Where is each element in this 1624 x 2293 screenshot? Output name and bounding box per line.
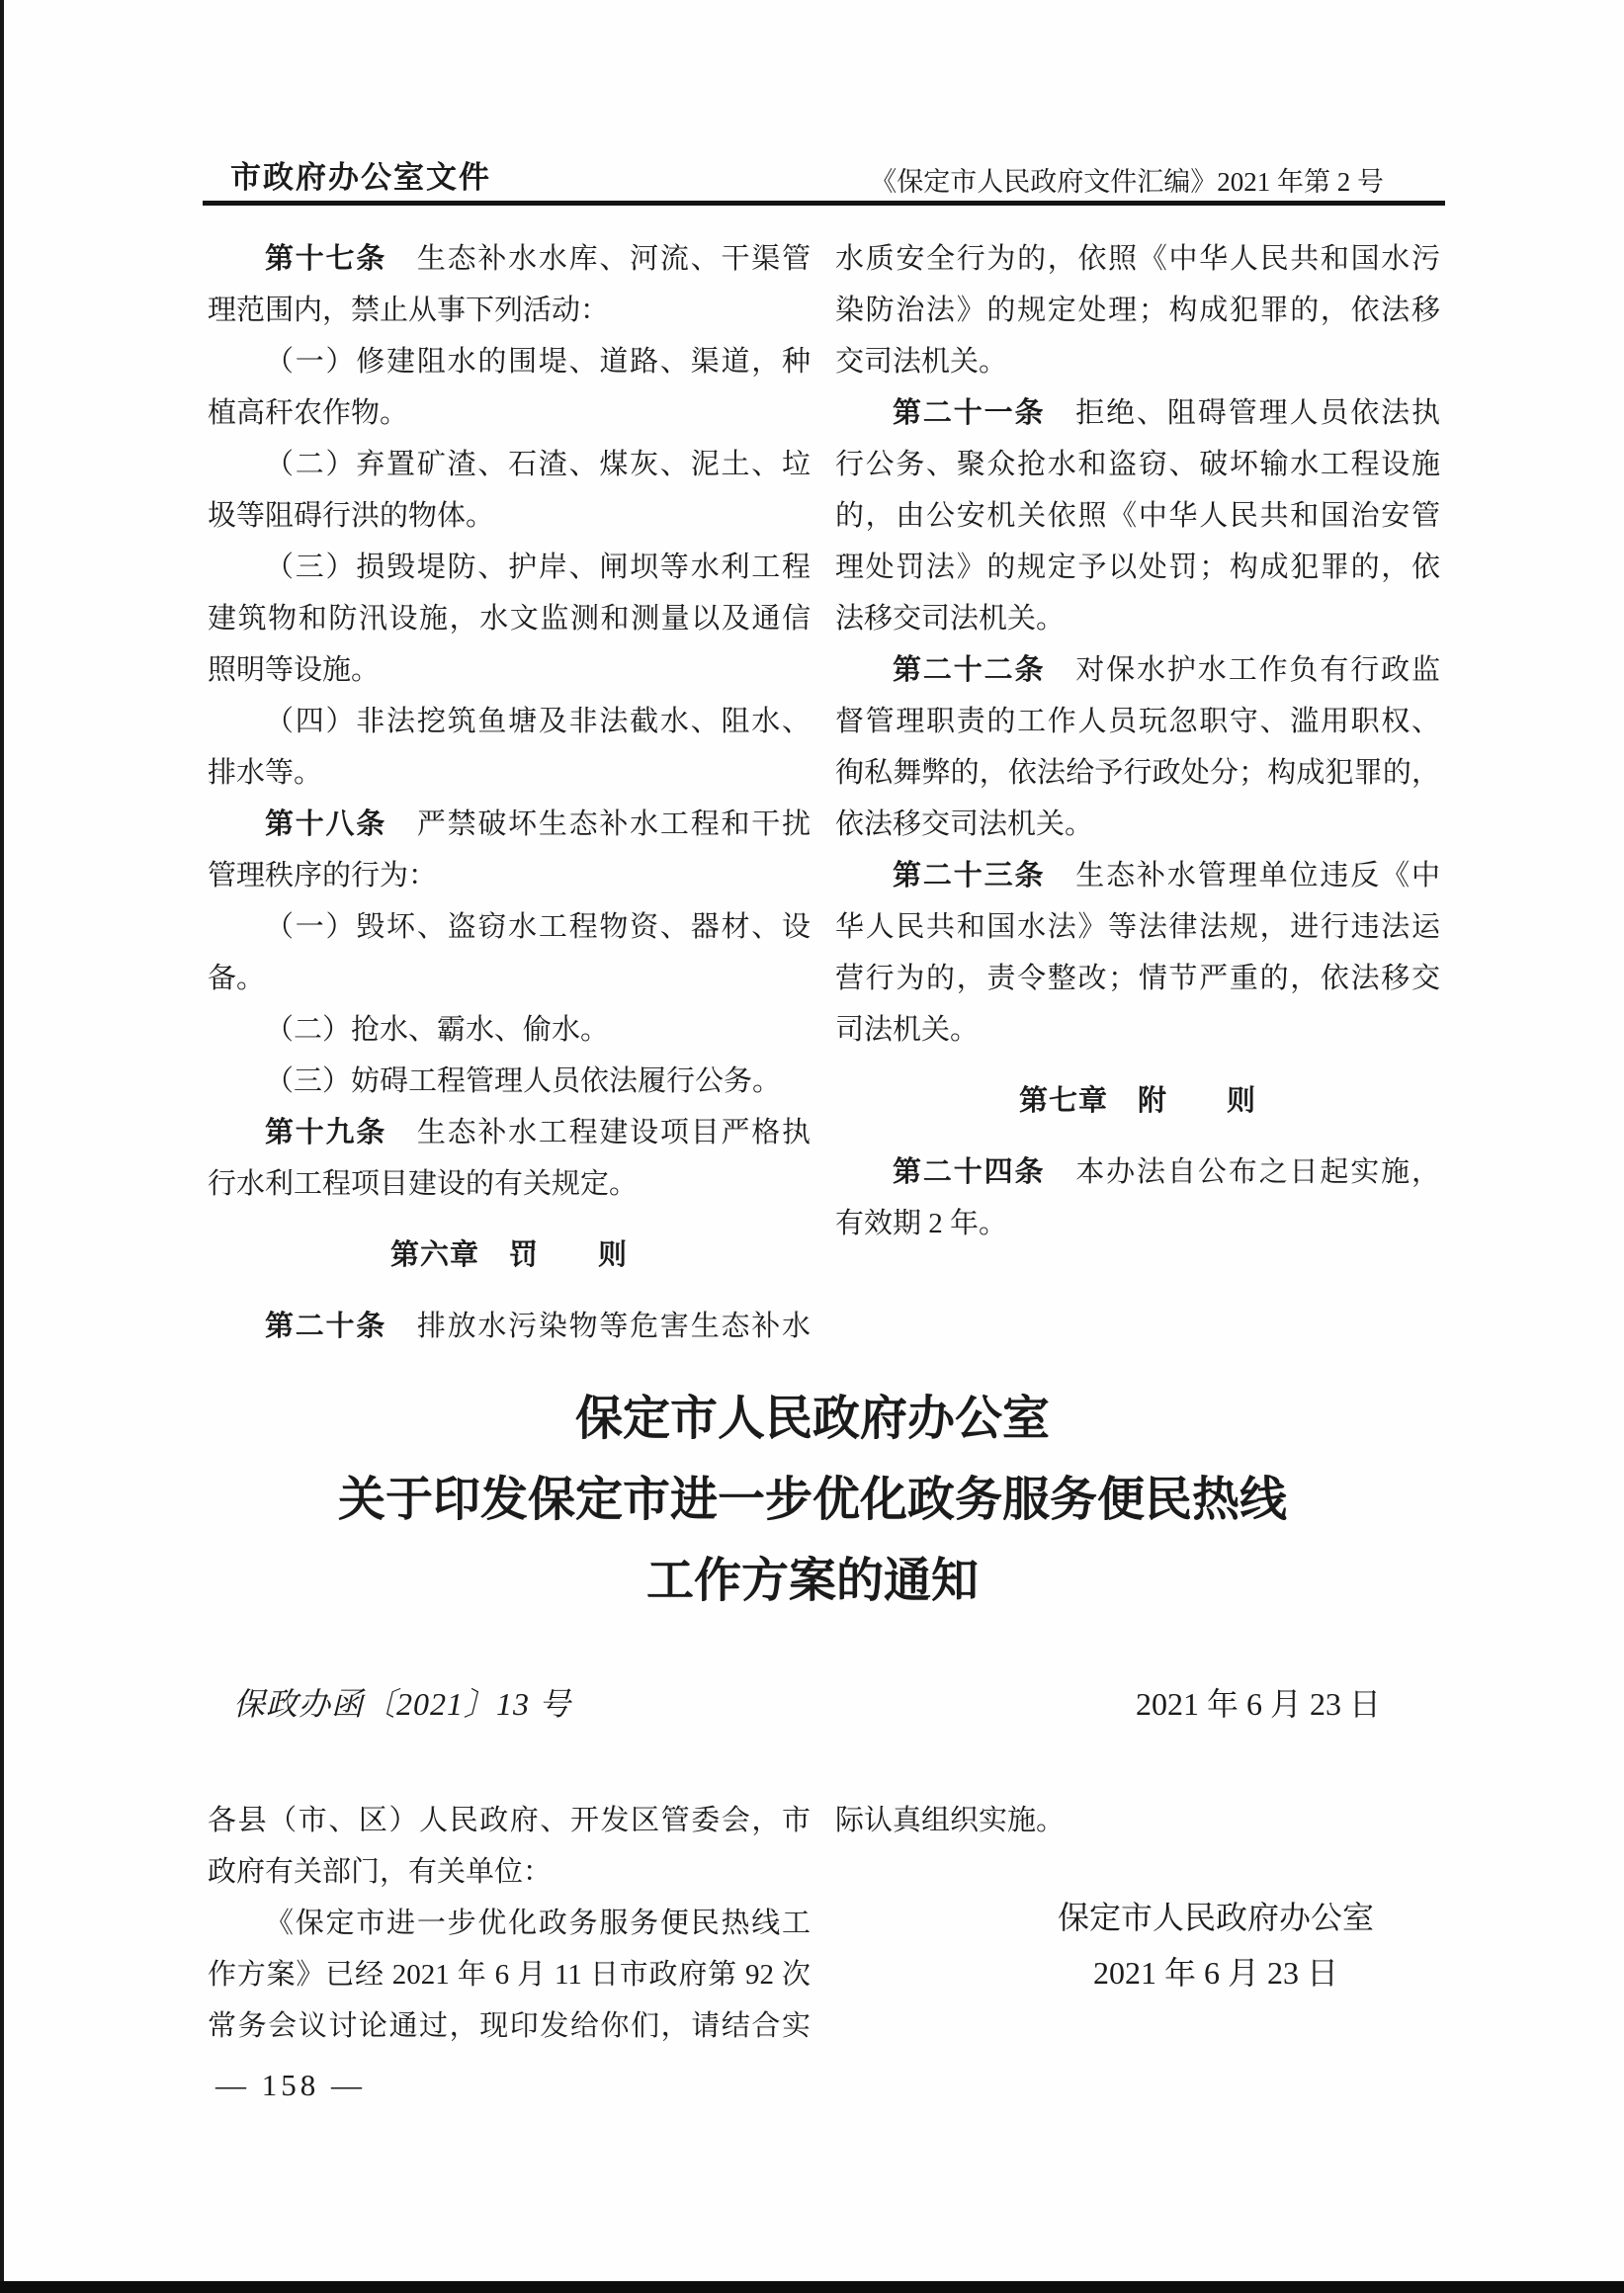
- text-line: 行公务、聚众抢水和盗窃、破坏输水工程设施: [835, 449, 1440, 480]
- notice-left-column: [208, 1795, 811, 2052]
- text-line: 建筑物和防汛设施，水文监测和测量以及通信: [208, 603, 811, 635]
- document-date: 2021 年 6 月 23 日: [1135, 1686, 1381, 1722]
- text-line: （三）损毁堤防、护岸、闸坝等水利工程: [265, 552, 811, 583]
- text-line: 理范围内，禁止从事下列活动：: [208, 295, 610, 326]
- text-line: 排水等。: [208, 757, 323, 789]
- header-left-title: 市政府办公室文件: [230, 160, 491, 195]
- text-line: 染防治法》的规定处理；构成犯罪的，依法移: [835, 295, 1440, 326]
- header-rule: [203, 201, 1445, 206]
- text-line: 法移交司法机关。: [835, 603, 1066, 635]
- text-line: 有效期 2 年。: [835, 1208, 1008, 1239]
- text-line: 第十九条 生态补水工程建设项目严格执: [265, 1117, 811, 1148]
- text-line: 工作方案的通知: [645, 1555, 979, 1607]
- signature-date: 2021 年 6 月 23 日: [1092, 1955, 1338, 1991]
- text-line: 第十八条 严禁破坏生态补水工程和干扰: [265, 808, 811, 840]
- text-line: 督管理职责的工作人员玩忽职守、滥用职权、: [835, 706, 1440, 737]
- text-line: 第二十四条 本办法自公布之日起实施，: [893, 1156, 1440, 1188]
- chapter-heading: 第七章 附 则: [1018, 1085, 1256, 1117]
- text-line: 司法机关。: [835, 1014, 980, 1046]
- text-line: 水质安全行为的，依照《中华人民共和国水污: [835, 243, 1440, 275]
- text-line: 保定市人民政府办公室: [574, 1393, 1050, 1445]
- text-line: 备。: [208, 963, 266, 994]
- text-line: 第二十三条 生态补水管理单位违反《中: [893, 860, 1440, 892]
- text-line: 第二十条 排放水污染物等危害生态补水: [265, 1311, 811, 1342]
- text-line: 第十七条 生态补水水库、河流、干渠管: [265, 243, 811, 275]
- text-line: （一）毁坏、盗窃水工程物资、器材、设: [265, 911, 811, 943]
- scan-artifact-bottom-edge: [0, 2281, 1624, 2293]
- text-line: （二）抢水、霸水、偷水。: [265, 1014, 610, 1046]
- regulations-left-column: [208, 233, 811, 1352]
- text-line: 管理秩序的行为：: [208, 860, 438, 892]
- text-line: 第二十二条 对保水护水工作负有行政监: [893, 654, 1440, 686]
- text-line: 际认真组织实施。: [835, 1805, 1066, 1836]
- text-line: 植高秆农作物。: [208, 397, 409, 429]
- text-line: 作方案》已经 2021 年 6 月 11 日市政府第 92 次: [208, 1959, 811, 1991]
- text-line: 的，由公安机关依照《中华人民共和国治安管: [835, 500, 1440, 532]
- text-line: 华人民共和国水法》等法律法规，进行违法运: [835, 911, 1440, 943]
- header-right-title: 《保定市人民政府文件汇编》2021 年第 2 号: [870, 167, 1384, 197]
- text-line: 理处罚法》的规定予以处罚；构成犯罪的，依: [835, 552, 1440, 583]
- text-line: （二）弃置矿渣、石渣、煤灰、泥土、垃: [265, 449, 811, 480]
- text-line: （一）修建阻水的围堤、道路、渠道，种: [265, 346, 811, 378]
- text-line: 圾等阻碍行洪的物体。: [208, 500, 495, 532]
- text-line: （四）非法挖筑鱼塘及非法截水、阻水、: [265, 706, 811, 737]
- text-line: 徇私舞弊的，依法给予行政处分；构成犯罪的，: [835, 757, 1440, 789]
- signature-org: 保定市人民政府办公室: [1057, 1900, 1374, 1935]
- text-line: 营行为的，责令整改；情节严重的，依法移交: [835, 963, 1440, 994]
- scan-artifact-left-edge: [0, 0, 4, 2293]
- text-line: 政府有关部门，有关单位：: [208, 1856, 553, 1888]
- notice-right-column: [835, 1795, 1440, 1846]
- chapter-heading: 第六章 罚 则: [389, 1239, 628, 1271]
- text-line: （三）妨碍工程管理人员依法履行公务。: [265, 1065, 782, 1097]
- signature-block: [979, 1890, 1453, 2000]
- text-line: 常务会议讨论通过，现印发给你们，请结合实: [208, 2010, 811, 2042]
- text-line: 关于印发保定市进一步优化政务服务便民热线: [337, 1474, 1287, 1526]
- document-number: 保政办函〔2021〕13 号: [233, 1686, 572, 1722]
- text-line: 行水利工程项目建设的有关规定。: [208, 1168, 639, 1200]
- text-line: 第二十一条 拒绝、阻碍管理人员依法执: [893, 397, 1440, 429]
- text-line: 各县（市、区）人民政府、开发区管委会，市: [208, 1805, 811, 1836]
- text-line: 交司法机关。: [835, 346, 1008, 378]
- text-line: 《保定市进一步优化政务服务便民热线工: [265, 1908, 811, 1939]
- page-number: — 158 —: [215, 2068, 366, 2102]
- regulations-right-column: [835, 233, 1440, 1249]
- text-line: 照明等设施。: [208, 654, 381, 686]
- text-line: 依法移交司法机关。: [835, 808, 1094, 840]
- notice-title: [155, 1379, 1470, 1622]
